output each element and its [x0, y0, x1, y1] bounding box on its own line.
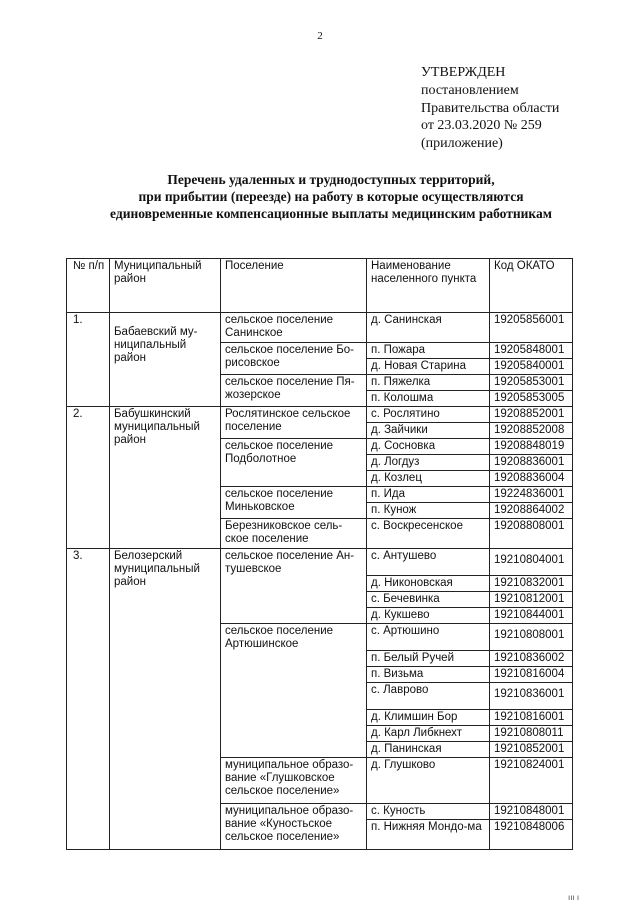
row-number: 2.: [67, 407, 110, 549]
locality-cell: д. Санинская: [367, 313, 490, 343]
okato-cell: 19205853001: [490, 375, 573, 391]
locality-cell: с. Куность: [367, 804, 490, 820]
settlement-cell: муниципальное образо-вание «Куностьское сельское поселение»: [221, 804, 367, 850]
okato-cell: 19208836004: [490, 471, 573, 487]
okato-cell: [490, 683, 573, 710]
table-row: [67, 407, 573, 423]
document-title: [40, 171, 622, 222]
locality-cell: д. Карл Либкнехт: [367, 726, 490, 742]
locality-cell: п. Пяжелка: [367, 375, 490, 391]
locality-cell: п. Ида: [367, 487, 490, 503]
locality-cell: с. Рослятино: [367, 407, 490, 423]
approval-line: УТВЕРЖДЕН: [421, 65, 506, 80]
okato-cell: 19210816004: [490, 667, 573, 683]
okato-cell: 19210824001: [490, 758, 573, 804]
okato-cell: 19208808001: [490, 519, 573, 549]
row-number: 1.: [67, 313, 110, 407]
title-line: единовременные компенсационные выплаты медицинским работникам: [110, 206, 552, 221]
approval-stamp: [421, 64, 559, 153]
locality-cell: д. Климшин Бор: [367, 710, 490, 726]
locality-cell: с. Воскресенское: [367, 519, 490, 549]
header-settlement: Поселение: [221, 259, 367, 313]
okato-cell: 19210844001: [490, 608, 573, 624]
settlement-cell: сельское поселение Пя-жозерское: [221, 375, 367, 407]
page-number: 2: [317, 30, 323, 42]
okato-cell: 19208852001: [490, 407, 573, 423]
okato-cell: 19208864002: [490, 503, 573, 519]
header-district: Муниципальный район: [110, 259, 221, 313]
settlement-cell: Рослятинское сельское поселение: [221, 407, 367, 439]
locality-cell: с. Артюшино: [367, 624, 490, 651]
okato-value: 19210836001: [494, 688, 565, 700]
approval-line: от 23.03.2020 № 259: [421, 118, 542, 134]
locality-cell: д. Кукшево: [367, 608, 490, 624]
locality-cell: д. Никоновская: [367, 576, 490, 592]
header-okato: Код ОКАТО: [490, 259, 573, 313]
settlement-cell: сельское поселение Миньковское: [221, 487, 367, 519]
okato-cell: [490, 549, 573, 576]
locality-cell: с. Лаврово: [367, 683, 490, 710]
title-line: Перечень удаленных и труднодоступных территорий,: [167, 172, 495, 187]
locality-cell: д. Глушково: [367, 758, 490, 804]
locality-cell: п. Колошма: [367, 391, 490, 407]
locality-cell: д. Логдуз: [367, 455, 490, 471]
okato-cell: 19205856001: [490, 313, 573, 343]
okato-cell: 19210808011: [490, 726, 573, 742]
okato-cell: 19210836002: [490, 651, 573, 667]
settlement-cell: сельское поселение Бо-рисовское: [221, 343, 367, 375]
okato-cell: 19205840001: [490, 359, 573, 375]
approval-line: Правительства области: [421, 100, 560, 116]
district-cell: Бабушкинский муниципальный район: [110, 407, 221, 549]
locality-cell: д. Козлец: [367, 471, 490, 487]
okato-cell: 19205848001: [490, 343, 573, 359]
settlement-cell: сельское поселение Подболотное: [221, 439, 367, 487]
locality-cell: д. Сосновка: [367, 439, 490, 455]
locality-cell: д. Зайчики: [367, 423, 490, 439]
locality-cell: п. Нижняя Мондо-ма: [367, 820, 490, 850]
settlement-cell: муниципальное образо-вание «Глушковское сельское поселение»: [221, 758, 367, 804]
locality-cell: д. Новая Старина: [367, 359, 490, 375]
settlement-cell: сельское поселение Артюшинское: [221, 624, 367, 758]
okato-cell: 19210852001: [490, 742, 573, 758]
settlement-cell: сельское поселение Ан-тушевское: [221, 549, 367, 624]
okato-cell: 19208852008: [490, 423, 573, 439]
district-name: Бабаевский му-ниципальный район: [114, 326, 198, 364]
locality-cell: с. Антушево: [367, 549, 490, 576]
locality-cell: д. Панинская: [367, 742, 490, 758]
settlement-cell: сельское поселение Санинское: [221, 313, 367, 343]
table-header-row: [67, 259, 573, 313]
okato-cell: 19210848001: [490, 804, 573, 820]
okato-cell: 19210812001: [490, 592, 573, 608]
approval-line: постановлением: [421, 82, 519, 98]
okato-cell: 19208848019: [490, 439, 573, 455]
locality-cell: п. Белый Ручей: [367, 651, 490, 667]
locality-cell: с. Бечевинка: [367, 592, 490, 608]
okato-cell: 19208836001: [490, 455, 573, 471]
okato-cell: 19205853005: [490, 391, 573, 407]
locality-cell: п. Визьма: [367, 667, 490, 683]
header-locality: Наименование населенного пункта: [367, 259, 490, 313]
approval-line: (приложение): [421, 136, 503, 152]
footer-mark: ııı ı: [568, 893, 580, 902]
okato-cell: 19210848006: [490, 820, 573, 850]
okato-value: 19210808001: [494, 629, 565, 641]
settlement-cell: Березниковское сель-ское поселение: [221, 519, 367, 549]
title-line: при прибытии (переезде) на работу в которые осуществляются: [138, 189, 524, 204]
locality-cell: п. Кунож: [367, 503, 490, 519]
district-cell: [110, 313, 221, 407]
header-number: № п/п: [67, 259, 110, 313]
table-row: [67, 549, 573, 576]
row-number: 3.: [67, 549, 110, 850]
okato-cell: 19210832001: [490, 576, 573, 592]
okato-cell: [490, 624, 573, 651]
okato-cell: 19210816001: [490, 710, 573, 726]
table-row: [67, 313, 573, 343]
locality-cell: п. Пожара: [367, 343, 490, 359]
district-cell: Белозерский муниципальный район: [110, 549, 221, 850]
territories-table: [66, 258, 573, 850]
okato-cell: 19224836001: [490, 487, 573, 503]
okato-value: 19210804001: [494, 554, 565, 566]
